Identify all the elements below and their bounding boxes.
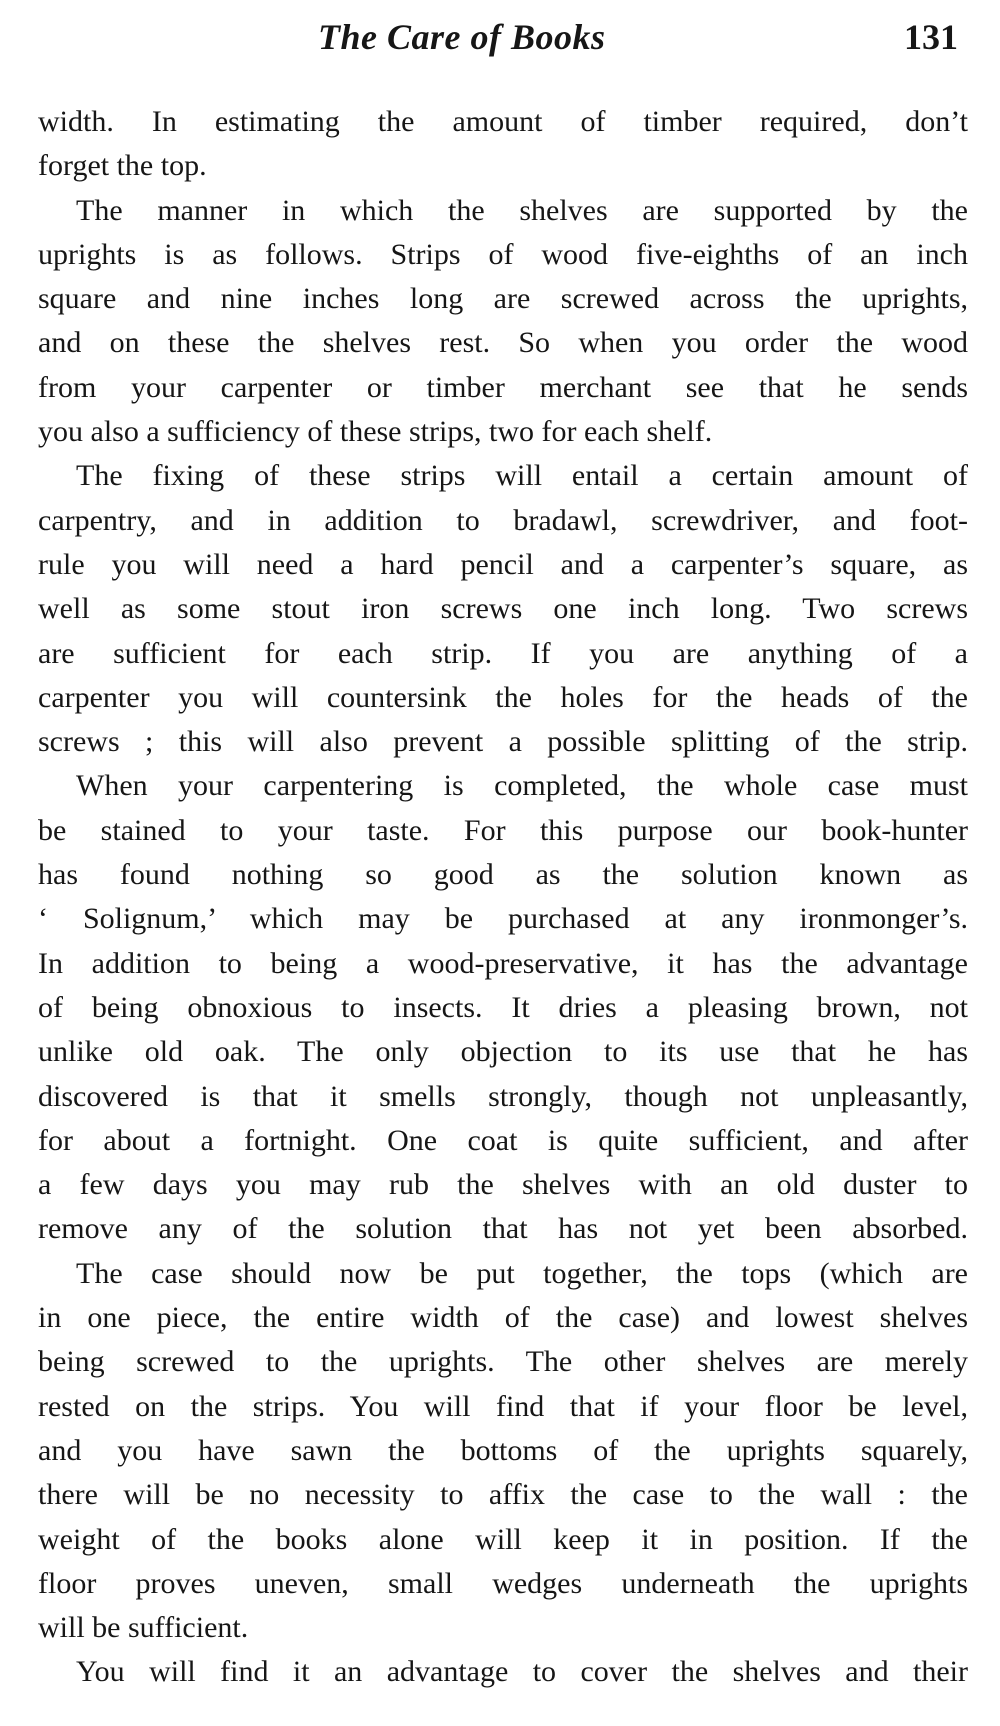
text-line: uprights is as follows. Strips of wood five-eighths of an inch <box>38 237 968 271</box>
paragraph <box>38 1650 968 1694</box>
text-line: you also a sufficiency of these strips, two for each shelf. <box>38 415 713 449</box>
paragraph <box>38 764 968 1251</box>
text-line: there will be no necessity to affix the case to the wall : the <box>38 1478 968 1512</box>
text-line: in one piece, the entire width of the case) and lowest shelves <box>38 1301 968 1335</box>
text-line: unlike old oak. The only objection to its use that he has <box>38 1035 968 1069</box>
text-line: carpenter you will countersink the holes for the heads of the <box>38 680 968 714</box>
paragraph <box>38 189 968 455</box>
text-line: for about a fortnight. One coat is quite sufficient, and after <box>38 1123 968 1157</box>
text-line: The manner in which the shelves are supported by the <box>76 193 968 227</box>
text-line: of being obnoxious to insects. It dries a pleasing brown, not <box>38 990 968 1024</box>
text-line: will be sufficient. <box>38 1611 249 1645</box>
text-line: In addition to being a wood-preservative, it has the advantage <box>38 946 968 980</box>
text-line: are sufficient for each strip. If you are anything of a <box>38 636 968 670</box>
text-line: and you have sawn the bottoms of the uprights squarely, <box>38 1433 968 1467</box>
body-text <box>38 100 968 1695</box>
text-line: You will find it an advantage to cover the shelves and their <box>76 1655 968 1689</box>
text-line: discovered is that it smells strongly, though not unpleasantly, <box>38 1079 968 1113</box>
text-line: ‘ Solignum,’ which may be purchased at any ironmonger’s. <box>38 902 968 936</box>
text-line: from your carpenter or timber merchant see that he sends <box>38 370 968 404</box>
paragraph <box>38 100 968 189</box>
text-line: carpentry, and in addition to bradawl, screwdriver, and foot- <box>38 503 968 537</box>
text-line: being screwed to the uprights. The other shelves are merely <box>38 1345 968 1379</box>
text-line: The fixing of these strips will entail a certain amount of <box>76 459 968 493</box>
running-head <box>0 10 1000 62</box>
text-line: well as some stout iron screws one inch long. Two screws <box>38 592 968 626</box>
text-line: and on these the shelves rest. So when you order the wood <box>38 326 968 360</box>
text-line: The case should now be put together, the tops (which are <box>76 1256 968 1290</box>
page-number: 131 <box>904 17 958 57</box>
paragraph <box>38 1252 968 1651</box>
text-line: forget the top. <box>38 149 207 183</box>
text-line: a few days you may rub the shelves with an old duster to <box>38 1168 968 1202</box>
text-line: be stained to your taste. For this purpose our book-hunter <box>38 813 968 847</box>
text-line: remove any of the solution that has not yet been absorbed. <box>38 1212 968 1246</box>
text-line: square and nine inches long are screwed across the uprights, <box>38 282 968 316</box>
running-title: The Care of Books <box>318 17 606 57</box>
text-line: rule you will need a hard pencil and a carpenter’s square, as <box>38 547 968 581</box>
paragraph <box>38 454 968 764</box>
text-line: floor proves uneven, small wedges underneath the uprights <box>38 1566 968 1600</box>
text-line: rested on the strips. You will find that if your floor be level, <box>38 1389 968 1423</box>
text-line: screws ; this will also prevent a possible splitting of the strip. <box>38 725 968 759</box>
text-line: weight of the books alone will keep it in position. If the <box>38 1522 968 1556</box>
text-line: width. In estimating the amount of timber required, don’t <box>38 105 968 138</box>
text-line: has found nothing so good as the solution known as <box>38 858 968 892</box>
text-line: When your carpentering is completed, the whole case must <box>76 769 968 803</box>
